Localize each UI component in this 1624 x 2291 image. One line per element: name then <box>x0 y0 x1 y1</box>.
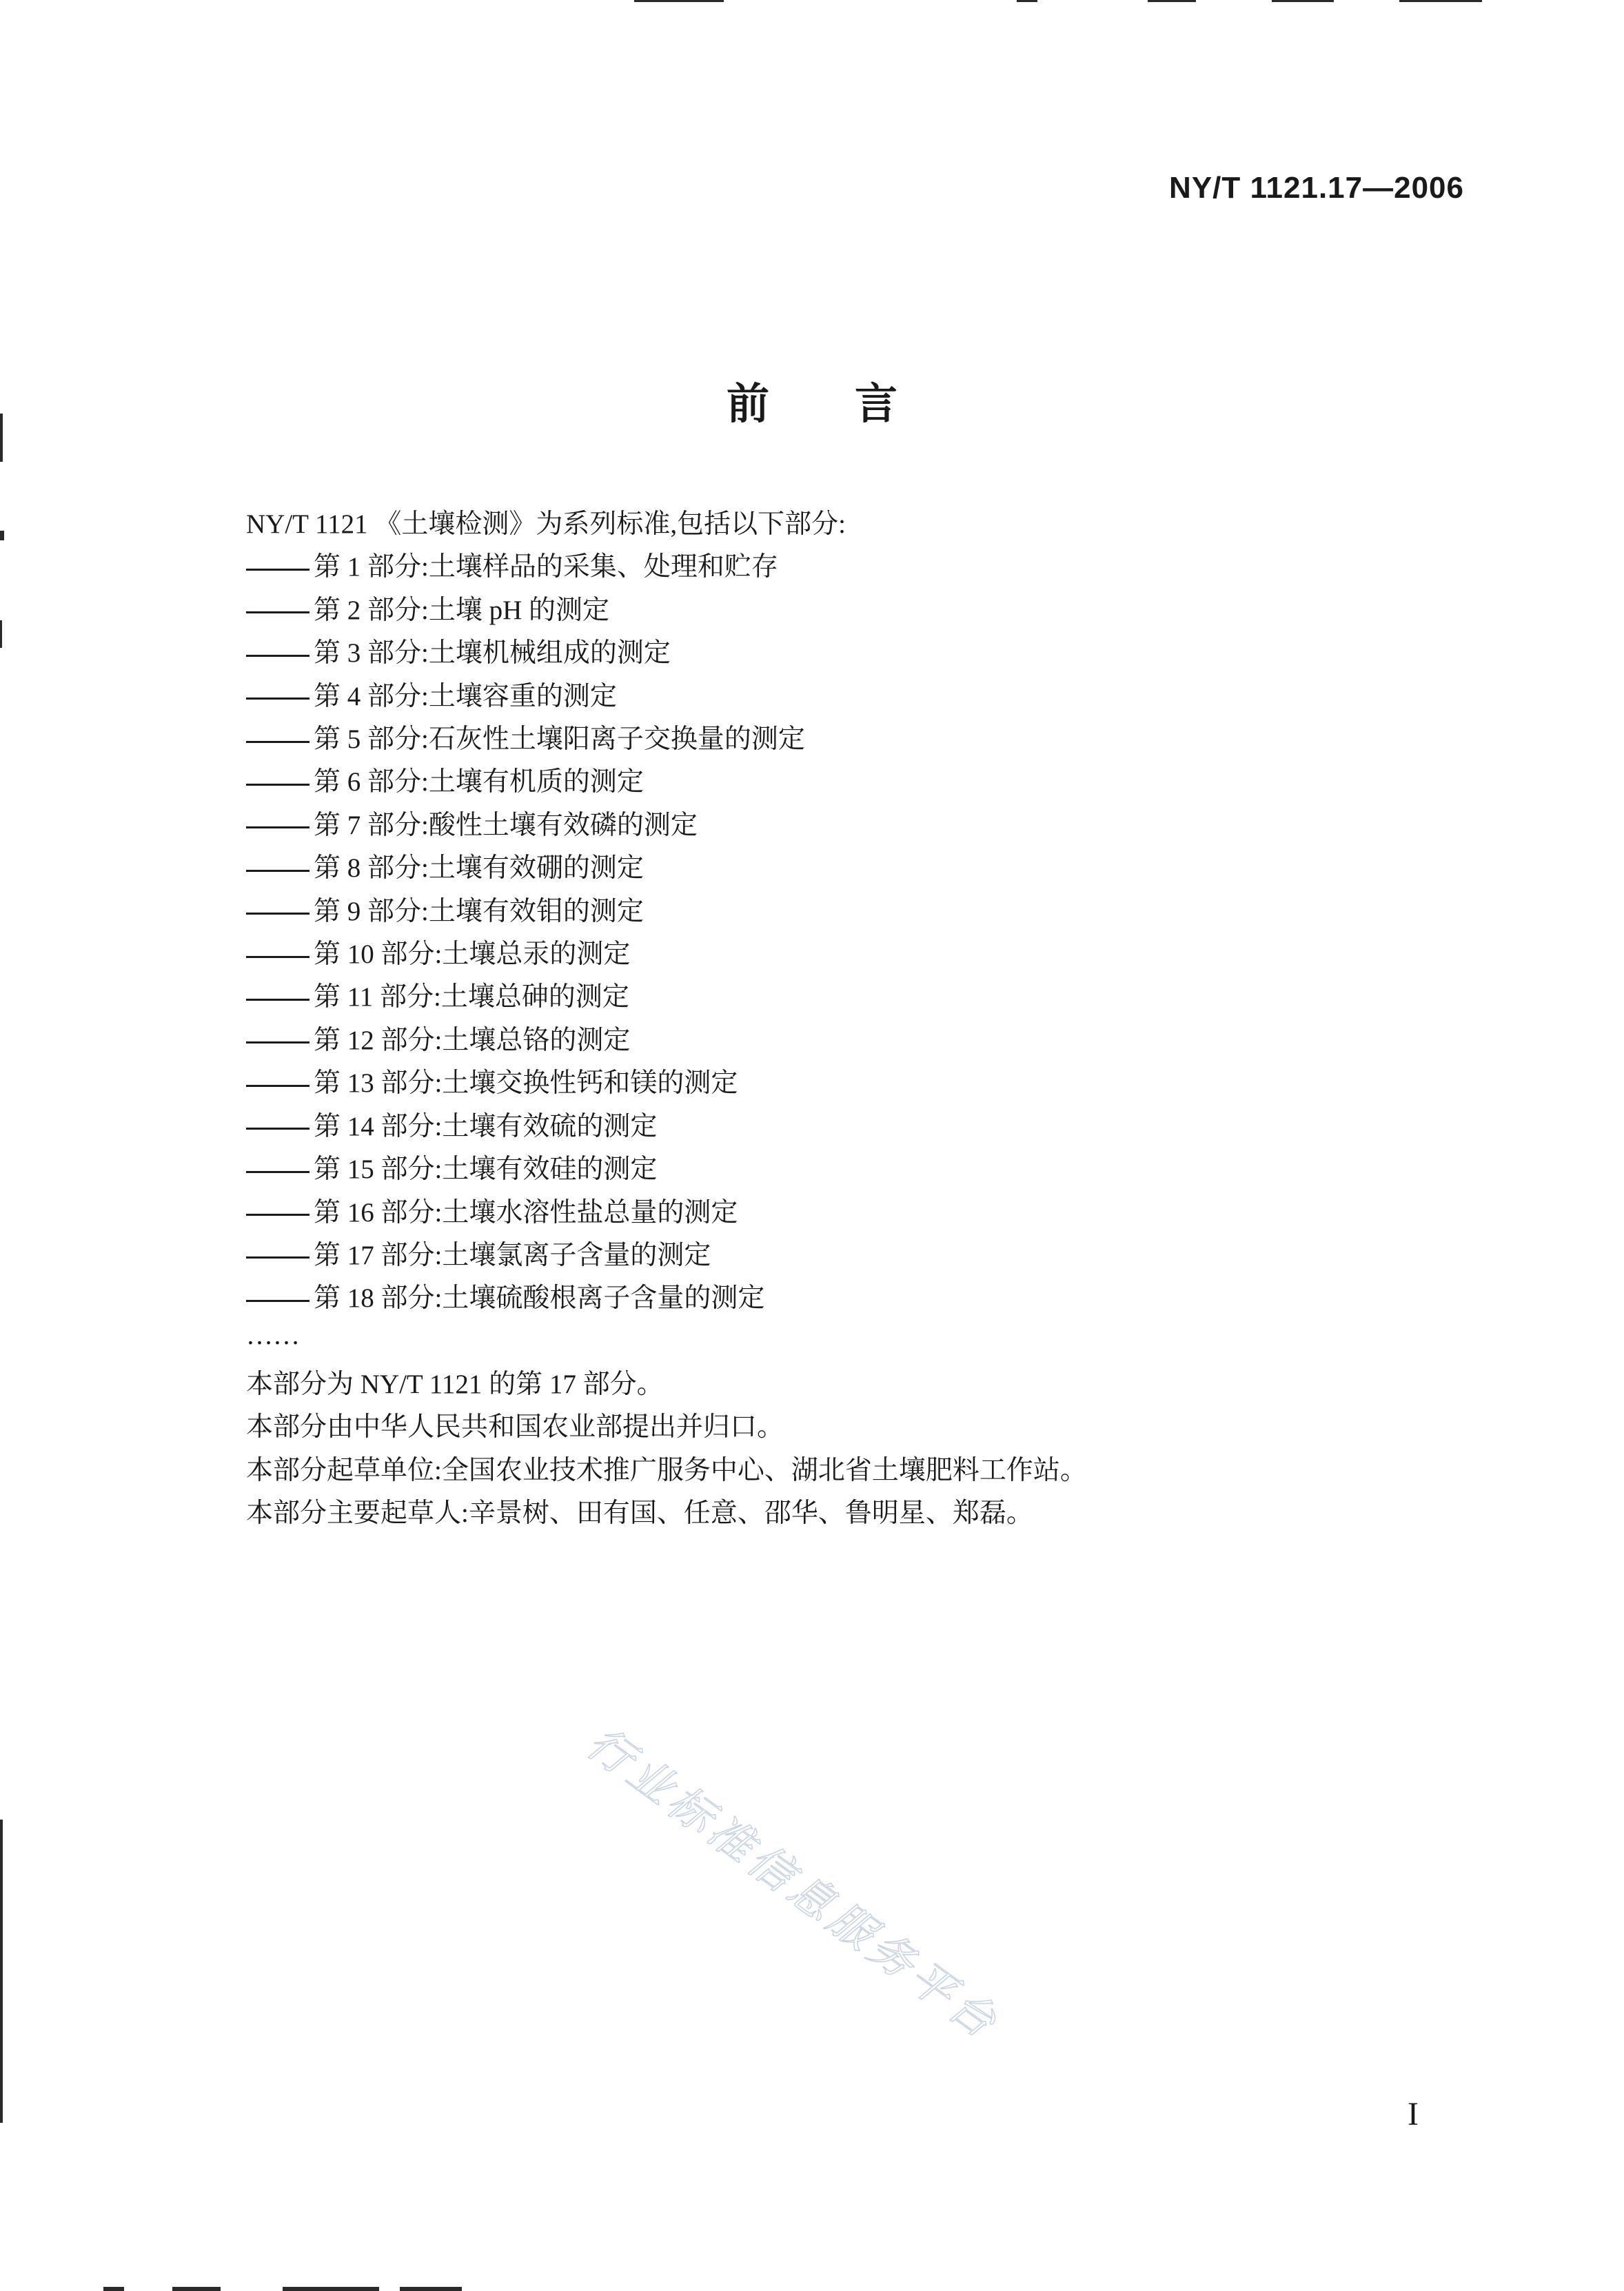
part-label: 第 7 部分:酸性土壤有效磷的测定 <box>314 810 698 840</box>
dash-mark <box>246 1171 309 1173</box>
standard-number: NY/T 1121.17—2006 <box>1169 171 1464 205</box>
scan-edge-mark <box>634 0 724 2</box>
list-item <box>246 761 1418 804</box>
part-label: 第 8 部分:土壤有效硼的测定 <box>314 853 644 884</box>
part-label: 第 14 部分:土壤有效硫的测定 <box>314 1111 658 1141</box>
list-item <box>246 1277 1418 1320</box>
parts-list <box>246 546 1418 1320</box>
page-title <box>0 369 1624 431</box>
list-item <box>246 675 1418 718</box>
list-item <box>246 718 1418 761</box>
list-item <box>246 847 1418 890</box>
part-label: 第 17 部分:土壤氯离子含量的测定 <box>314 1240 711 1270</box>
part-label: 第 9 部分:土壤有效钼的测定 <box>314 896 644 926</box>
dash-mark <box>246 741 309 743</box>
dash-mark <box>246 655 309 657</box>
list-item <box>246 1192 1418 1234</box>
intro-text: NY/T 1121 《土壤检测》为系列标准,包括以下部分: <box>246 509 846 539</box>
list-item <box>246 1148 1418 1191</box>
dash-mark <box>246 870 309 872</box>
list-item <box>246 546 1418 589</box>
ellipsis: …… <box>246 1320 300 1350</box>
part-label: 第 6 部分:土壤有机质的测定 <box>314 767 644 797</box>
part-label: 第 15 部分:土壤有效硅的测定 <box>314 1154 658 1185</box>
part-label: 第 10 部分:土壤总汞的测定 <box>314 939 631 970</box>
scan-edge-mark <box>1017 0 1037 2</box>
scan-edge-mark <box>172 2287 221 2291</box>
scan-edge-mark <box>1272 0 1334 2</box>
dash-mark <box>246 1256 309 1259</box>
list-item <box>246 933 1418 976</box>
dash-mark <box>246 1300 309 1302</box>
scan-edge-mark <box>0 531 4 540</box>
list-item <box>246 976 1418 1019</box>
statement-proposer: 本部分由中华人民共和国农业部提出并归口。 <box>246 1412 784 1443</box>
list-item <box>246 589 1418 632</box>
part-label: 第 3 部分:土壤机械组成的测定 <box>314 638 671 669</box>
list-item <box>246 1019 1418 1062</box>
page-number: I <box>1408 2096 1419 2132</box>
scan-edge-mark <box>1148 0 1196 2</box>
watermark: 行业标准信息服务平台 <box>577 1718 1009 2051</box>
scan-edge-mark <box>0 1820 3 2123</box>
list-item <box>246 1234 1418 1277</box>
title-char: 言 <box>855 378 898 429</box>
dash-mark <box>246 1128 309 1130</box>
dash-mark <box>246 1041 309 1043</box>
title-char: 前 <box>726 378 769 429</box>
scan-edge-mark <box>103 2287 124 2291</box>
scan-edge-mark <box>1399 0 1482 2</box>
part-label: 第 2 部分:土壤 pH 的测定 <box>314 595 610 625</box>
statement-drafting-units: 本部分起草单位:全国农业技术推广服务中心、湖北省土壤肥料工作站。 <box>246 1455 1087 1485</box>
part-label: 第 18 部分:土壤硫酸根离子含量的测定 <box>314 1283 765 1314</box>
list-item <box>246 804 1418 847</box>
scan-edge-mark <box>0 620 2 648</box>
dash-mark <box>246 826 309 828</box>
dash-mark <box>246 784 309 786</box>
dash-mark <box>246 1085 309 1087</box>
list-item <box>246 632 1418 675</box>
dash-mark <box>246 698 309 700</box>
part-label: 第 4 部分:土壤容重的测定 <box>314 681 617 711</box>
foreword-body <box>246 503 1418 1535</box>
dash-mark <box>246 1214 309 1216</box>
dash-mark <box>246 913 309 915</box>
list-item <box>246 890 1418 933</box>
scan-edge-mark <box>283 2287 379 2291</box>
part-label: 第 11 部分:土壤总砷的测定 <box>314 982 629 1012</box>
dash-mark <box>246 956 309 958</box>
dash-mark <box>246 999 309 1001</box>
part-label: 第 13 部分:土壤交换性钙和镁的测定 <box>314 1068 738 1099</box>
statement-drafters: 本部分主要起草人:辛景树、田有国、任意、邵华、鲁明星、郑磊。 <box>246 1498 1033 1528</box>
dash-mark <box>246 569 309 571</box>
scan-edge-mark <box>400 2287 462 2291</box>
list-item <box>246 1062 1418 1105</box>
part-label: 第 16 部分:土壤水溶性盐总量的测定 <box>314 1197 738 1228</box>
statement-part-number: 本部分为 NY/T 1121 的第 17 部分。 <box>246 1369 664 1399</box>
part-label: 第 12 部分:土壤总铬的测定 <box>314 1025 631 1055</box>
dash-mark <box>246 611 309 613</box>
part-label: 第 1 部分:土壤样品的采集、处理和贮存 <box>314 552 778 582</box>
list-item <box>246 1106 1418 1148</box>
part-label: 第 5 部分:石灰性土壤阳离子交换量的测定 <box>314 724 805 755</box>
